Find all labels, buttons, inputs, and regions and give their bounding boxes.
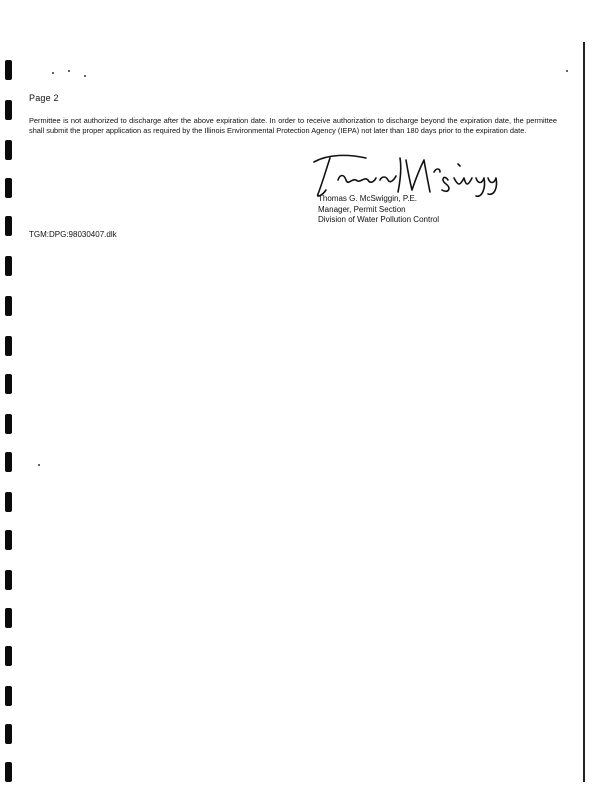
binding-mark: [5, 608, 12, 628]
binding-mark: [5, 256, 12, 276]
signatory-division: Division of Water Pollution Control: [318, 215, 440, 224]
binding-marks: [5, 0, 15, 800]
scan-speck: [68, 70, 70, 72]
page-number: Page 2: [29, 93, 59, 103]
binding-mark: [5, 492, 12, 512]
handwritten-signature: [308, 150, 504, 200]
binding-mark: [5, 724, 12, 744]
binding-mark: [5, 296, 12, 316]
signatory-name: Thomas G. McSwiggin, P.E.: [318, 194, 417, 203]
binding-mark: [5, 762, 12, 782]
signature-block: [318, 194, 439, 226]
binding-mark: [5, 178, 12, 198]
scan-speck: [84, 75, 86, 77]
binding-mark: [5, 646, 12, 666]
binding-mark: [5, 374, 12, 394]
binding-mark: [5, 100, 12, 120]
binding-mark: [5, 140, 12, 160]
scan-speck: [566, 70, 568, 72]
body-paragraph: Permittee is not authorized to discharge after the above expiration date. In order to receive authorization to discharge beyond the expiration date, the permittee shall submit the proper application as required by the Illinois Environmental Protection Agency (IEPA) not later than 180 days prior to the expiration date.: [29, 116, 557, 135]
reference-line: TGM:DPG:98030407.dlk: [29, 230, 117, 239]
binding-mark: [5, 336, 12, 356]
binding-mark: [5, 60, 12, 80]
binding-mark: [5, 216, 12, 236]
binding-mark: [5, 530, 12, 550]
binding-mark: [5, 452, 12, 472]
scan-speck: [38, 464, 40, 466]
signatory-title: Manager, Permit Section: [318, 204, 406, 214]
binding-mark: [5, 414, 12, 434]
scan-edge-line: [583, 42, 585, 782]
scan-speck: [52, 72, 54, 74]
binding-mark: [5, 686, 12, 706]
binding-mark: [5, 570, 12, 590]
